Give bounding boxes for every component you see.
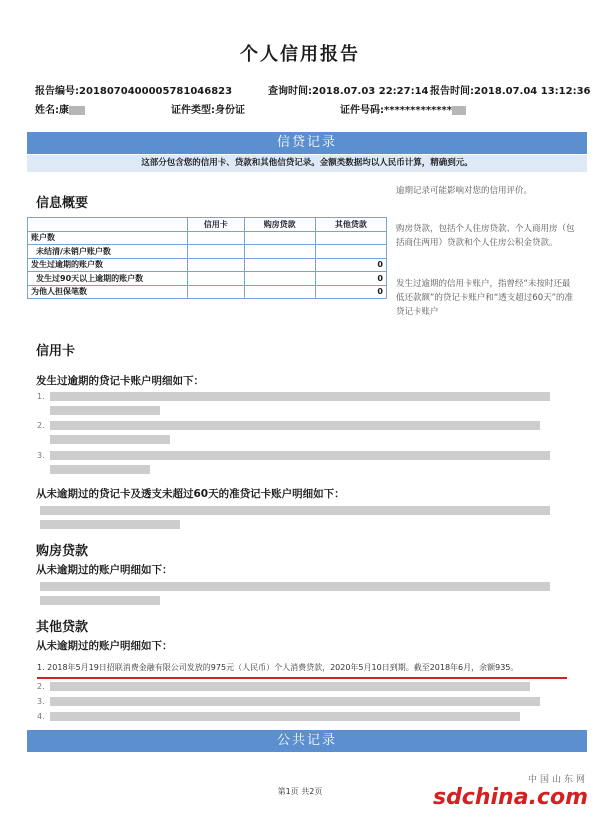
table-row (28, 258, 387, 272)
redacted-text (50, 451, 550, 460)
redacted-text (40, 596, 160, 605)
watermark-logo: sdchina.com (432, 785, 588, 810)
row-label: 账户数 (28, 231, 188, 245)
other-loan-item-1: 1. 2018年5月19日招联消费金融有限公司发放的975元（人民币）个人消费贷款，2020年5月10日到期。截至2018年6月，余额935。 (37, 663, 519, 672)
side-note-3: 发生过逾期的信用卡账户，指曾经“未按时还最低还款额”的贷记卡账户和“透支超过60天”的准贷记卡账户 (396, 279, 574, 317)
row-label: 未结清/未销户账户数 (28, 245, 188, 259)
report-time: 报告时间:2018.07.04 13:12:36 (430, 86, 591, 97)
credit-card-never-overdue-title: 从未逾期过的贷记卡及透支未超过60天的准贷记卡账户明细如下： (36, 488, 345, 500)
col-housing-loan: 购房贷款 (244, 218, 315, 232)
page-number: 第1页 共2页 (277, 787, 323, 796)
public-records-band: 公共记录 (27, 730, 587, 752)
redacted-text (50, 421, 540, 430)
redacted-text (50, 435, 170, 444)
credit-card-title: 信用卡 (36, 344, 76, 359)
cell-value: 0 (315, 272, 386, 286)
redacted-text (40, 582, 550, 591)
name-field: 姓名:康 (35, 101, 85, 116)
query-time: 查询时间:2018.07.03 22:27:14 (268, 86, 429, 97)
table-row (28, 245, 387, 259)
site-watermark (433, 772, 588, 810)
credit-card-overdue-title: 发生过逾期的贷记卡账户明细如下： (36, 375, 204, 387)
list-item: 3. (37, 451, 45, 460)
table-row (28, 218, 387, 232)
cell-value: 0 (315, 285, 386, 299)
credit-records-note: 这部分包含您的信用卡、贷款和其他信贷记录。金额类数据均以人民币计算，精确到元。 (27, 155, 587, 172)
credit-records-band: 信贷记录 (27, 132, 587, 154)
redacted-text (50, 406, 160, 415)
id-type-field: 证件类型:身份证 (171, 105, 245, 116)
table-row (28, 231, 387, 245)
redacted-text (50, 392, 550, 401)
id-number-field: 证件号码:************* (340, 101, 466, 116)
redacted-text (50, 712, 520, 721)
table-row (28, 285, 387, 299)
report-number: 报告编号:2018070400005781046823 (35, 86, 233, 97)
other-loan-subtitle: 从未逾期过的账户明细如下： (36, 640, 173, 652)
redacted-text (50, 697, 540, 706)
summary-table (27, 217, 387, 299)
col-other-loan: 其他贷款 (315, 218, 386, 232)
side-note-2: 购房贷款，包括个人住房贷款、个人商用房（包括商住两用）贷款和个人住房公积金贷款。 (396, 224, 575, 248)
list-item: 4. (37, 712, 45, 721)
red-underline (37, 677, 567, 679)
row-label: 发生过逾期的账户数 (28, 258, 188, 272)
housing-loan-subtitle: 从未逾期过的账户明细如下： (36, 564, 173, 576)
list-item: 1. (37, 392, 45, 401)
table-row (28, 272, 387, 286)
summary-title: 信息概要 (36, 196, 89, 211)
cell-value: 0 (315, 258, 386, 272)
col-credit-card: 信用卡 (188, 218, 245, 232)
redacted-text (50, 682, 530, 691)
row-label: 发生过90天以上逾期的账户数 (28, 272, 188, 286)
other-loan-title: 其他贷款 (36, 620, 89, 635)
housing-loan-title: 购房贷款 (36, 544, 89, 559)
list-item: 2. (37, 682, 45, 691)
redacted-text (40, 506, 550, 515)
list-item: 3. (37, 697, 45, 706)
redacted-text (50, 465, 150, 474)
side-note-1: 逾期记录可能影响对您的信用评价。 (396, 186, 533, 196)
report-title: 个人信用报告 (240, 44, 360, 65)
redacted-text (40, 520, 180, 529)
list-item: 2. (37, 421, 45, 430)
watermark-cn: 中国山东网 (527, 775, 588, 785)
row-label: 为他人担保笔数 (28, 285, 188, 299)
